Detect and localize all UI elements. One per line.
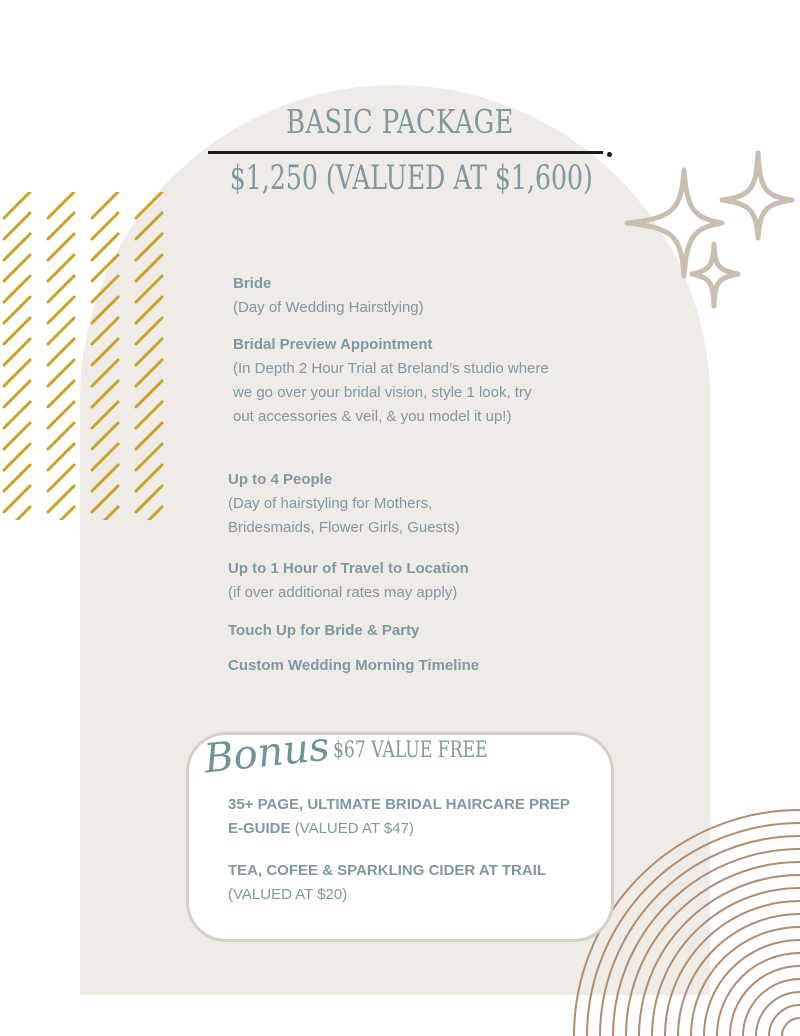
rainbow-arc [782,1018,800,1036]
stripe-line [92,465,118,491]
stripe-line [48,234,74,260]
stripe-line [48,465,74,491]
stripe-line [136,255,162,281]
rainbow-arc [626,862,800,1036]
item-heading: Up to 1 Hour of Travel to Location [228,560,469,577]
stripe-line [136,213,162,239]
rainbow-arc [639,875,800,1036]
sparkle-icon [622,148,800,310]
stripe-line [48,213,74,239]
stripe-line [48,486,74,512]
stripe-line [4,465,30,491]
bonus-value-label: $67 VALUE FREE [333,738,488,763]
bonus-item-detail: (VALUED AT $20) [228,886,348,903]
stripe-line [48,360,74,386]
stripe-line [48,297,74,323]
stripe-line [136,192,162,218]
stripe-line [4,360,30,386]
stripe-line [48,318,74,344]
stripe-line [48,381,74,407]
stripe-line [4,192,30,218]
stripe-line [48,255,74,281]
stripe-line [92,423,118,449]
rainbow-arc [600,836,800,1036]
bonus-item-heading: 35+ PAGE, ULTIMATE BRIDAL HAIRCARE PREP E-GUIDE [228,796,570,837]
stripe-line [136,234,162,260]
item-detail: (Day of hairstyling for Mothers, Bridesmaids, Flower Girls, Guests) [228,495,460,536]
stripe-line [92,234,118,260]
bonus-item [228,793,588,841]
stripe-line [136,276,162,302]
title-divider-dot [607,152,612,157]
list-item [228,468,498,540]
stripe-line [4,339,30,365]
stripe-line [136,360,162,386]
stripe-line [48,276,74,302]
stripe-line [92,444,118,470]
stripe-line [136,339,162,365]
item-heading: Touch Up for Bride & Party [228,622,420,639]
item-heading: Custom Wedding Morning Timeline [228,657,480,674]
stripe-line [92,381,118,407]
stripe-line [4,318,30,344]
item-detail: (if over additional rates may apply) [228,584,458,601]
bonus-item-heading: TEA, COFEE & SPARKLING CIDER AT TRAIL [228,862,546,879]
rainbow-arc [678,914,800,1036]
stripe-line [4,486,30,512]
stripe-line [92,339,118,365]
rainbow-arc [587,823,800,1036]
bonus-item [228,859,588,907]
stripe-line [136,381,162,407]
stripe-line [48,444,74,470]
stripe-line [4,276,30,302]
stripe-pattern [0,192,175,520]
stripe-line [136,318,162,344]
stripe-line [92,297,118,323]
rainbow-arc [743,979,800,1036]
stripe-line [4,297,30,323]
stripe-line [48,423,74,449]
item-heading: Up to 4 People [228,471,333,488]
stripe-line [136,486,162,512]
stripe-line [92,276,118,302]
stripe-line [4,423,30,449]
stripe-line [92,486,118,512]
title-divider [208,151,603,154]
stripe-line [136,465,162,491]
package-title: BASIC PACKAGE [286,102,514,141]
stripe-line [4,444,30,470]
rainbow-arc [730,966,800,1036]
stripe-line [4,402,30,428]
stripe-line [92,360,118,386]
stripe-line [92,255,118,281]
stripe-line [136,402,162,428]
list-item [228,557,558,605]
stripe-line [136,444,162,470]
stripe-line [136,297,162,323]
stripe-line [136,423,162,449]
stripe-line [92,213,118,239]
list-item [233,333,553,429]
stripe-line [92,192,118,218]
stripe-line [92,318,118,344]
bonus-script-label: Bonus [201,723,332,783]
stripe-line [92,402,118,428]
item-detail: (Day of Wedding Hairstlying) [233,299,424,316]
stripe-line [4,213,30,239]
item-heading: Bride [233,275,272,292]
stripe-line [4,381,30,407]
stripe-line [4,234,30,260]
list-item [233,272,563,320]
list-item [228,619,558,643]
list-item [228,654,558,678]
stripe-line [4,255,30,281]
package-price: $1,250 (VALUED AT $1,600) [229,158,593,198]
bonus-item-detail: (VALUED AT $47) [294,820,414,837]
rainbow-arc [769,1005,800,1036]
stripe-line [48,402,74,428]
stripe-line [48,192,74,218]
stripe-line [48,339,74,365]
item-heading: Bridal Preview Appointment [233,336,433,353]
item-detail: (In Depth 2 Hour Trial at Breland’s studio where we go over your bridal vision, style 1 look, try out accessories & veil, & you model it up!) [233,360,549,425]
